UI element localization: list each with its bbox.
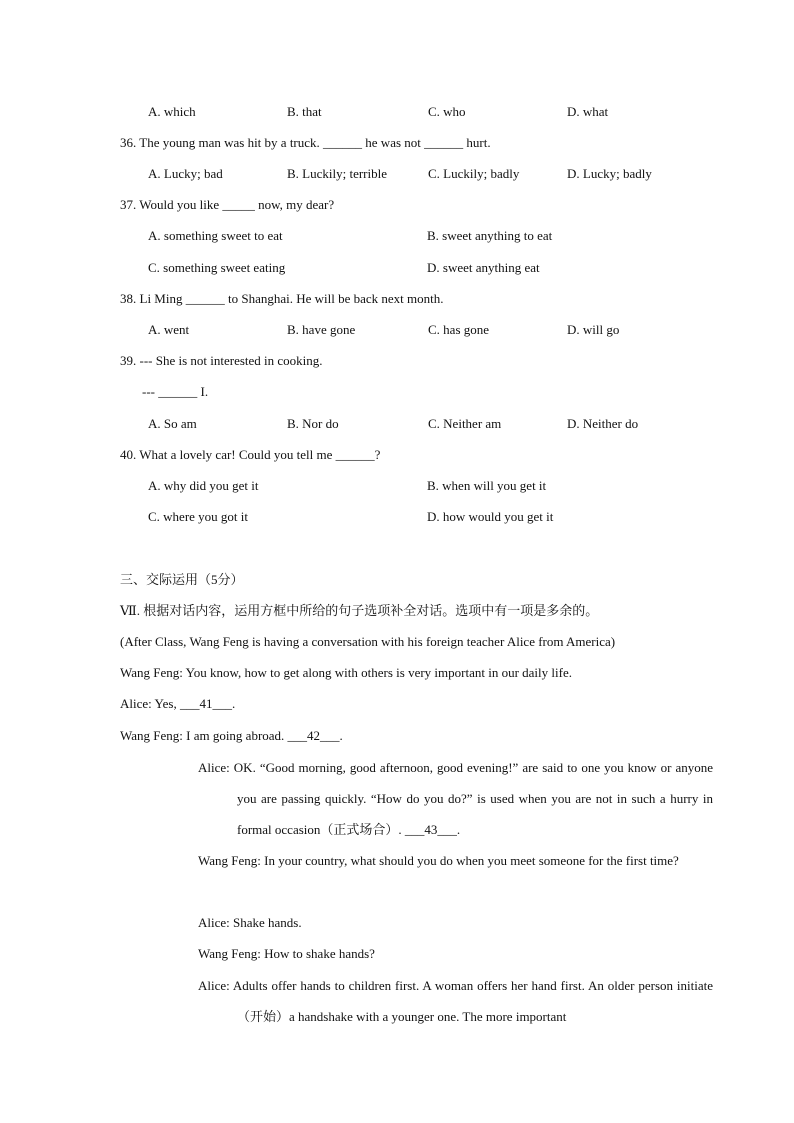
q38-option-a: A. went bbox=[148, 322, 190, 337]
dialogue-line-7: Wang Feng: How to shake hands? bbox=[198, 946, 375, 961]
q39-reply: --- ______ I. bbox=[142, 384, 209, 399]
dialogue-line-2: Alice: Yes, ___41___. bbox=[120, 696, 236, 711]
q39-option-d: D. Neither do bbox=[567, 416, 639, 431]
q40-option-c: C. where you got it bbox=[148, 509, 249, 524]
q37-stem: 37. Would you like _____ now, my dear? bbox=[120, 197, 335, 212]
q39-stem: 39. --- She is not interested in cooking. bbox=[120, 353, 323, 368]
q39-option-c: C. Neither am bbox=[428, 416, 502, 431]
q37-option-b: B. sweet anything to eat bbox=[427, 228, 553, 243]
q38-option-d: D. will go bbox=[567, 322, 620, 337]
q35-option-b: B. that bbox=[287, 104, 322, 119]
q37-option-d: D. sweet anything eat bbox=[427, 260, 540, 275]
q39-option-b: B. Nor do bbox=[287, 416, 339, 431]
q35-option-c: C. who bbox=[428, 104, 466, 119]
q38-option-c: C. has gone bbox=[428, 322, 490, 337]
q36-stem: 36. The young man was hit by a truck. ______ he was not ______ hurt. bbox=[120, 135, 491, 150]
dialogue-line-5: Wang Feng: In your country, what should you do when you meet someone for the first time? bbox=[198, 853, 679, 868]
dialogue-line-4: Alice: OK. “Good morning, good afternoon, good evening!” are said to one you know or anyone you are passing quickly. “How do you do?” is used when you are not in such a hurry in formal occasion（正式场合）. ___43___. bbox=[198, 760, 713, 837]
q40-option-d: D. how would you get it bbox=[427, 509, 554, 524]
q36-option-d: D. Lucky; badly bbox=[567, 166, 652, 181]
q37-option-c: C. something sweet eating bbox=[148, 260, 286, 275]
q38-option-b: B. have gone bbox=[287, 322, 356, 337]
q37-option-a: A. something sweet to eat bbox=[148, 228, 283, 243]
q38-stem: 38. Li Ming ______ to Shanghai. He will be back next month. bbox=[120, 291, 444, 306]
q40-option-b: B. when will you get it bbox=[427, 478, 547, 493]
q40-option-a: A. why did you get it bbox=[148, 478, 259, 493]
dialogue-line-3: Wang Feng: I am going abroad. ___42___. bbox=[120, 728, 343, 743]
q39-option-a: A. So am bbox=[148, 416, 197, 431]
q35-option-a: A. which bbox=[148, 104, 196, 119]
q40-stem: 40. What a lovely car! Could you tell me ______? bbox=[120, 447, 381, 462]
dialogue-line-6: Alice: Shake hands. bbox=[198, 915, 302, 930]
section-instruction: Ⅶ. 根据对话内容，运用方框中所给的句子选项补全对话。选项中有一项是多余的。 bbox=[120, 603, 599, 618]
dialogue-context: (After Class, Wang Feng is having a conversation with his foreign teacher Alice from America) bbox=[120, 634, 616, 649]
q35-option-d: D. what bbox=[567, 104, 609, 119]
q36-option-b: B. Luckily; terrible bbox=[287, 166, 388, 181]
dialogue-line-1: Wang Feng: You know, how to get along with others is very important in our daily life. bbox=[120, 665, 572, 680]
section-heading: 三、交际运用（5分） bbox=[120, 572, 244, 587]
q36-option-c: C. Luckily; badly bbox=[428, 166, 520, 181]
dialogue-line-8: Alice: Adults offer hands to children first. A woman offers her hand first. An older person initiate（开始）a handshake with a younger one. The more important bbox=[198, 978, 713, 1024]
q36-option-a: A. Lucky; bad bbox=[148, 166, 223, 181]
